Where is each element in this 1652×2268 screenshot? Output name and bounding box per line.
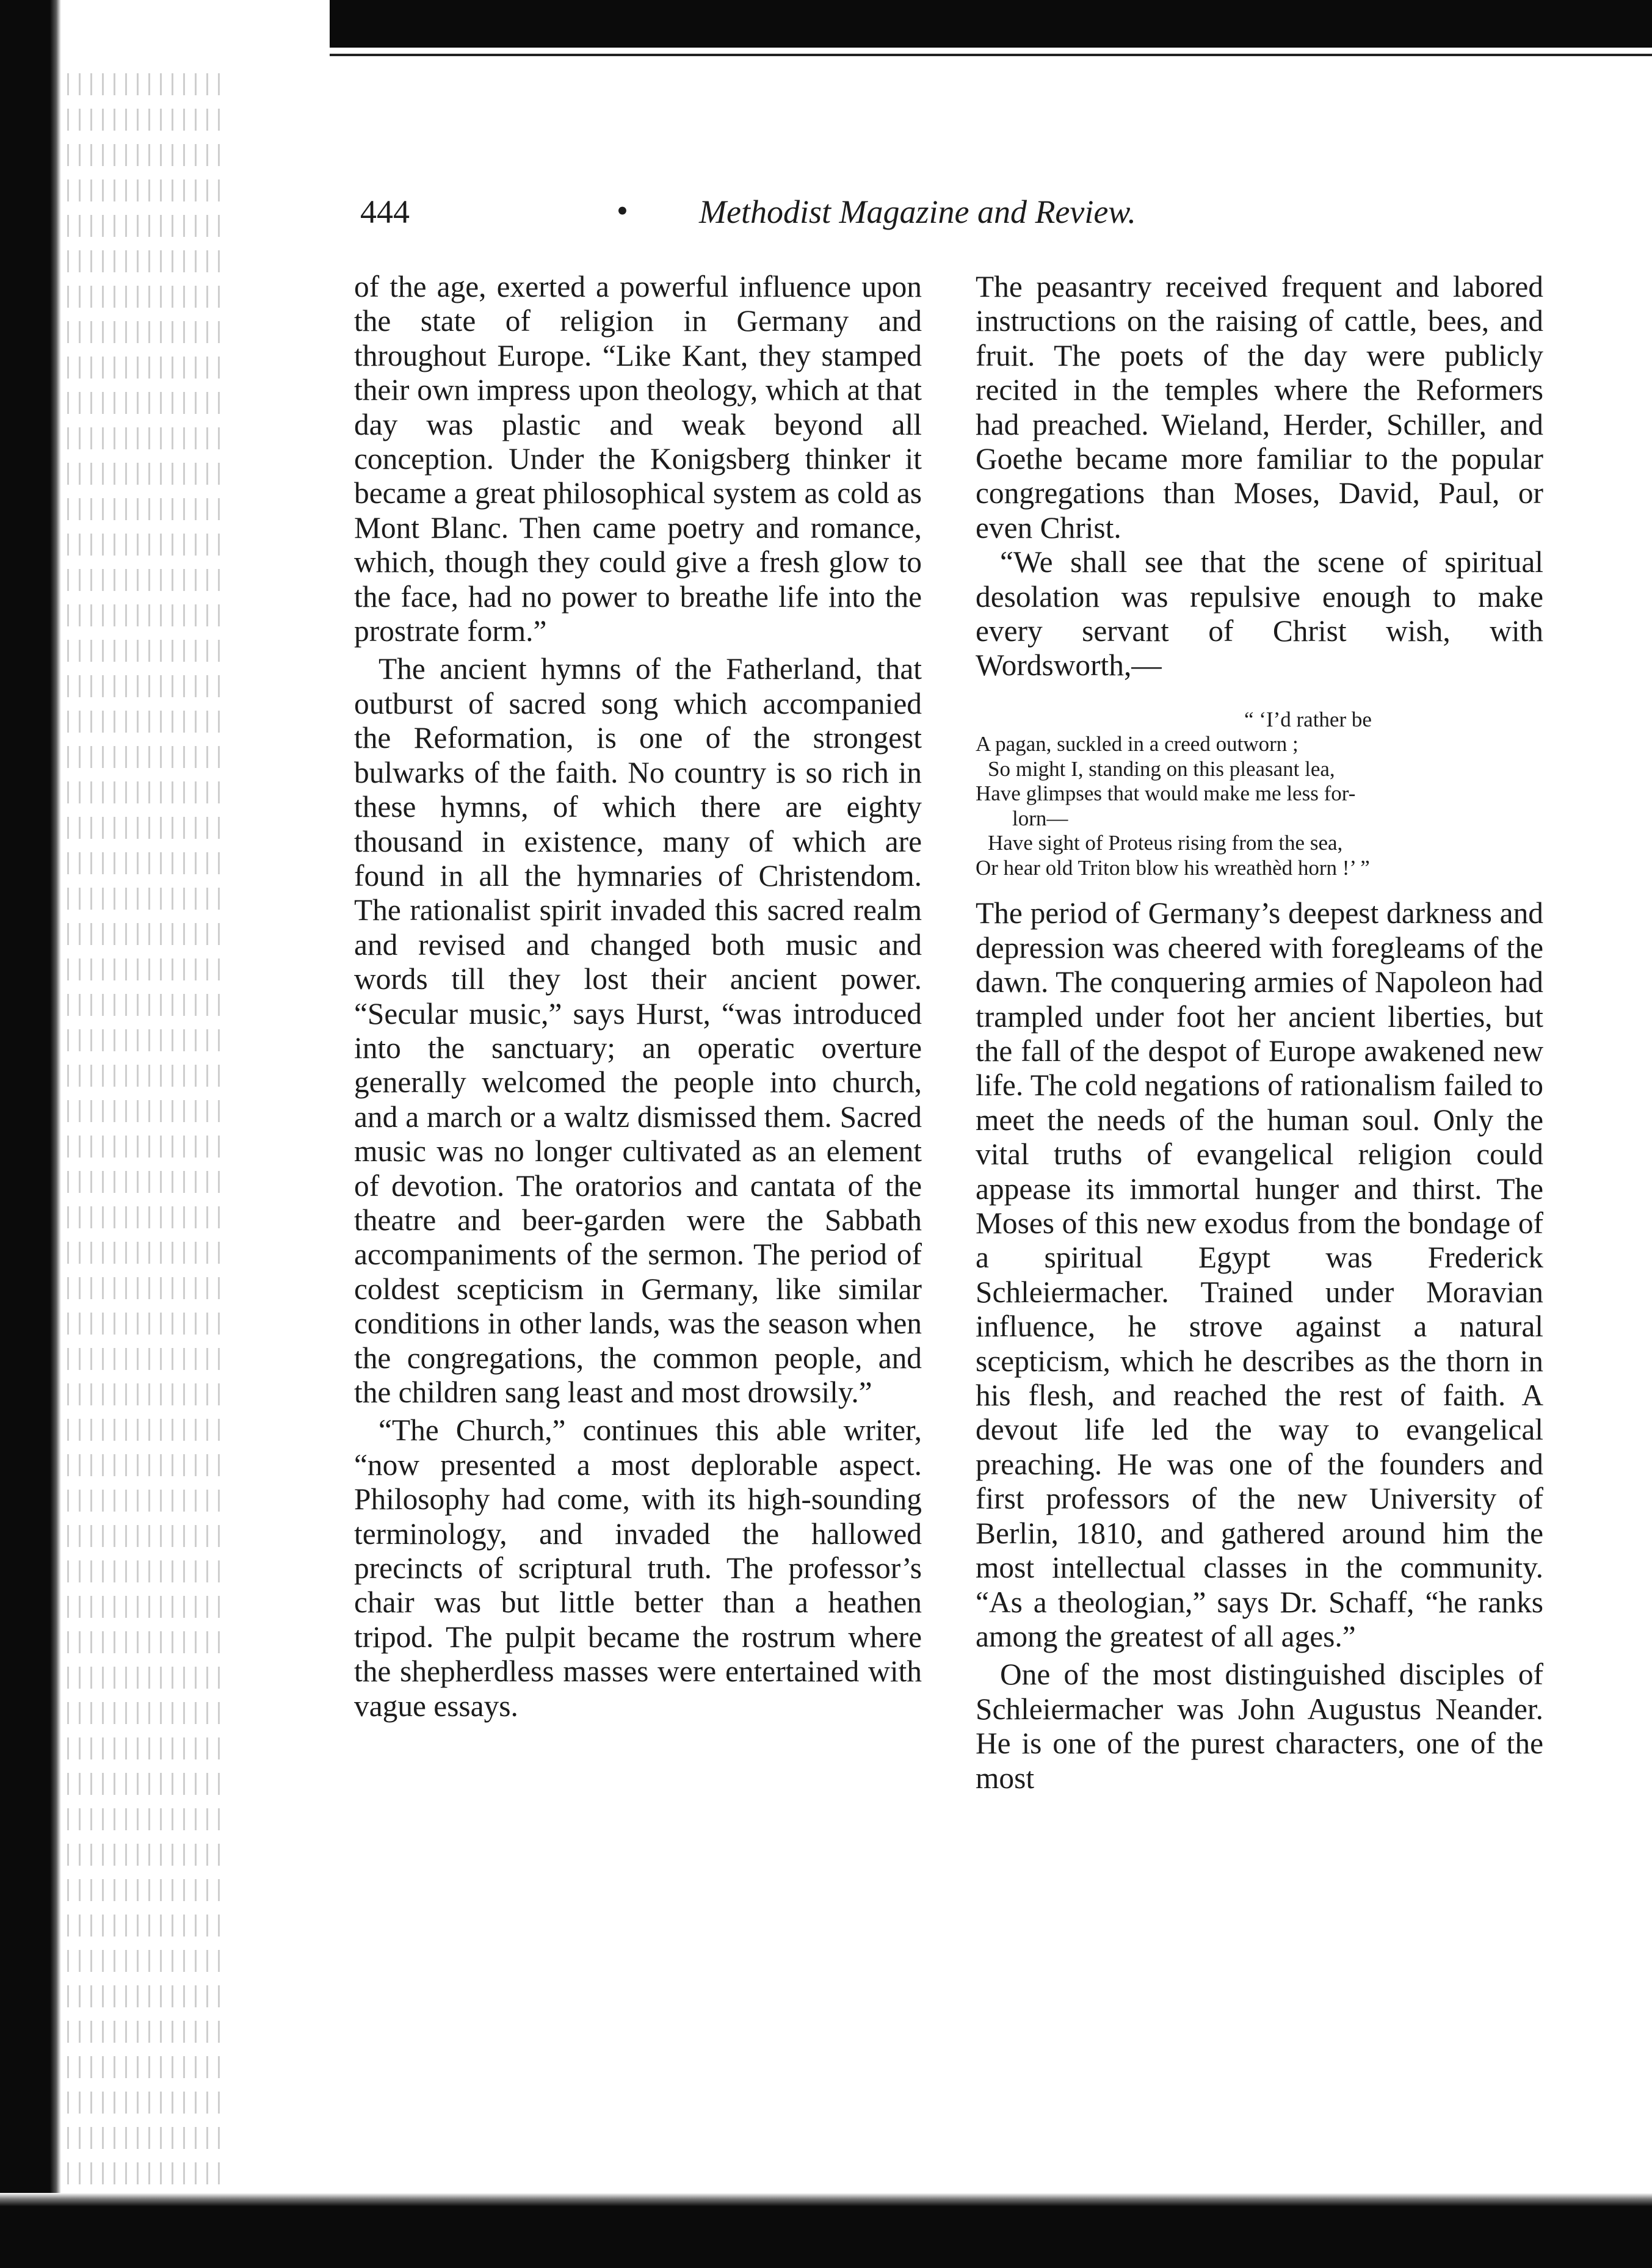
verse-line: Or hear old Triton blow his wreathèd horn !’ ” <box>976 855 1370 880</box>
paragraph: One of the most distinguished disciples of Schleiermacher was John Augustus Neander. He is one of the purest characters, one of the most <box>976 1658 1543 1795</box>
scan-edge-left <box>0 0 61 2268</box>
paragraph: The period of Germany’s deepest darkness and depression was cheered with foregleams of the dawn. The conquering armies of Napoleon had trampled under foot her ancient liberties, but the fall of the despot of Europe awakened new life. The cold negations of rationalism failed to meet the needs of the human soul. Only the vital truths of evangelical religion could appease its immortal hunger and thirst. The Moses of this new exodus from the bondage of a spiritual Egypt was Frederick Schleiermacher. Trained under Moravian influence, he strove against a natural scepticism, which he describes as the thorn in his flesh, and reached the rest of faith. A devout life led the way to evangelical preaching. He was one of the founders and first professors of the new University of Berlin, 1810, and gathered around him the most intellectual classes in the community. “As a theologian,” says Dr. Schaff, “he ranks among the greatest of all ages.” <box>976 896 1543 1653</box>
scan-edge-top <box>330 0 1652 48</box>
verse-quotation <box>976 708 1543 881</box>
paragraph: “The Church,” continues this able writer, “now presented a most deplorable aspect. Philosophy had come, with its high-sounding terminology, and invaded the hallowed precincts of scriptural truth. The professor’s chair was but little better than a heathen tripod. The pulpit became the rostrum where the shepherdless masses were entertained with vague essays. <box>354 1413 922 1723</box>
running-header <box>360 193 1252 242</box>
verse-line: lorn— <box>1012 806 1068 830</box>
page-number: 444 <box>360 194 410 230</box>
scan-rule-top <box>330 54 1652 56</box>
scan-edge-bottom <box>0 2193 1652 2268</box>
right-column <box>976 270 1543 1795</box>
paragraph: of the age, exerted a powerful influence upon the state of religion in Germany and throughout Europe. “Like Kant, they stamped their own impress upon theology, which at that day was plastic and weak beyond all conception. Under the Konigsberg thinker it became a great philosophical system as cold as Mont Blanc. Then came poetry and romance, which, though they could give a fresh glow to the face, had no power to breathe life into the prostrate form.” <box>354 270 922 648</box>
verse-line: Have sight of Proteus rising from the sea, <box>988 831 1343 855</box>
scan-noise-left <box>67 73 226 2186</box>
left-column <box>354 270 922 1723</box>
header-bullet: • <box>617 192 628 229</box>
verse-line: Have glimpses that would make me less for- <box>976 781 1356 806</box>
verse-line: A pagan, suckled in a creed outworn ; <box>976 732 1299 756</box>
verse-line: So might I, standing on this pleasant lea, <box>988 756 1335 781</box>
paragraph: The peasantry received frequent and labored instructions on the raising of cattle, bees, and fruit. The poets of the day were publicly recited in the temples where the Reformers had preached. Wieland, Herder, Schiller, and Goethe became more familiar to the popular congregations than Moses, David, Paul, or even Christ. <box>976 270 1543 545</box>
verse-line: “ ‘I’d rather be <box>1244 707 1372 731</box>
paragraph: The ancient hymns of the Fatherland, that outburst of sacred song which accompanied the Reformation, is one of the strongest bulwarks of the faith. No country is so rich in these hymns, of which there are eighty thousand in existence, many of which are found in all the hymnaries of Christendom. The rationalist spirit invaded this sacred realm and revised and changed both music and words till they lost their ancient power. “Secular music,” says Hurst, “was introduced into the sanctuary; an operatic overture generally welcomed the people into church, and a march or a waltz dismissed them. Sacred music was no longer cultivated as an element of devotion. The oratorios and cantata of the theatre and beer-garden were the Sabbath accompaniments of the sermon. The period of coldest scepticism in Germany, like similar conditions in other lands, was the season when the congregations, the common people, and the children sang least and most drowsily.” <box>354 652 922 1409</box>
journal-title: Methodist Magazine and Review. <box>699 194 1136 230</box>
paragraph: “We shall see that the scene of spiritual desolation was repulsive enough to make every servant of Christ wish, with Wordsworth,— <box>976 545 1543 683</box>
